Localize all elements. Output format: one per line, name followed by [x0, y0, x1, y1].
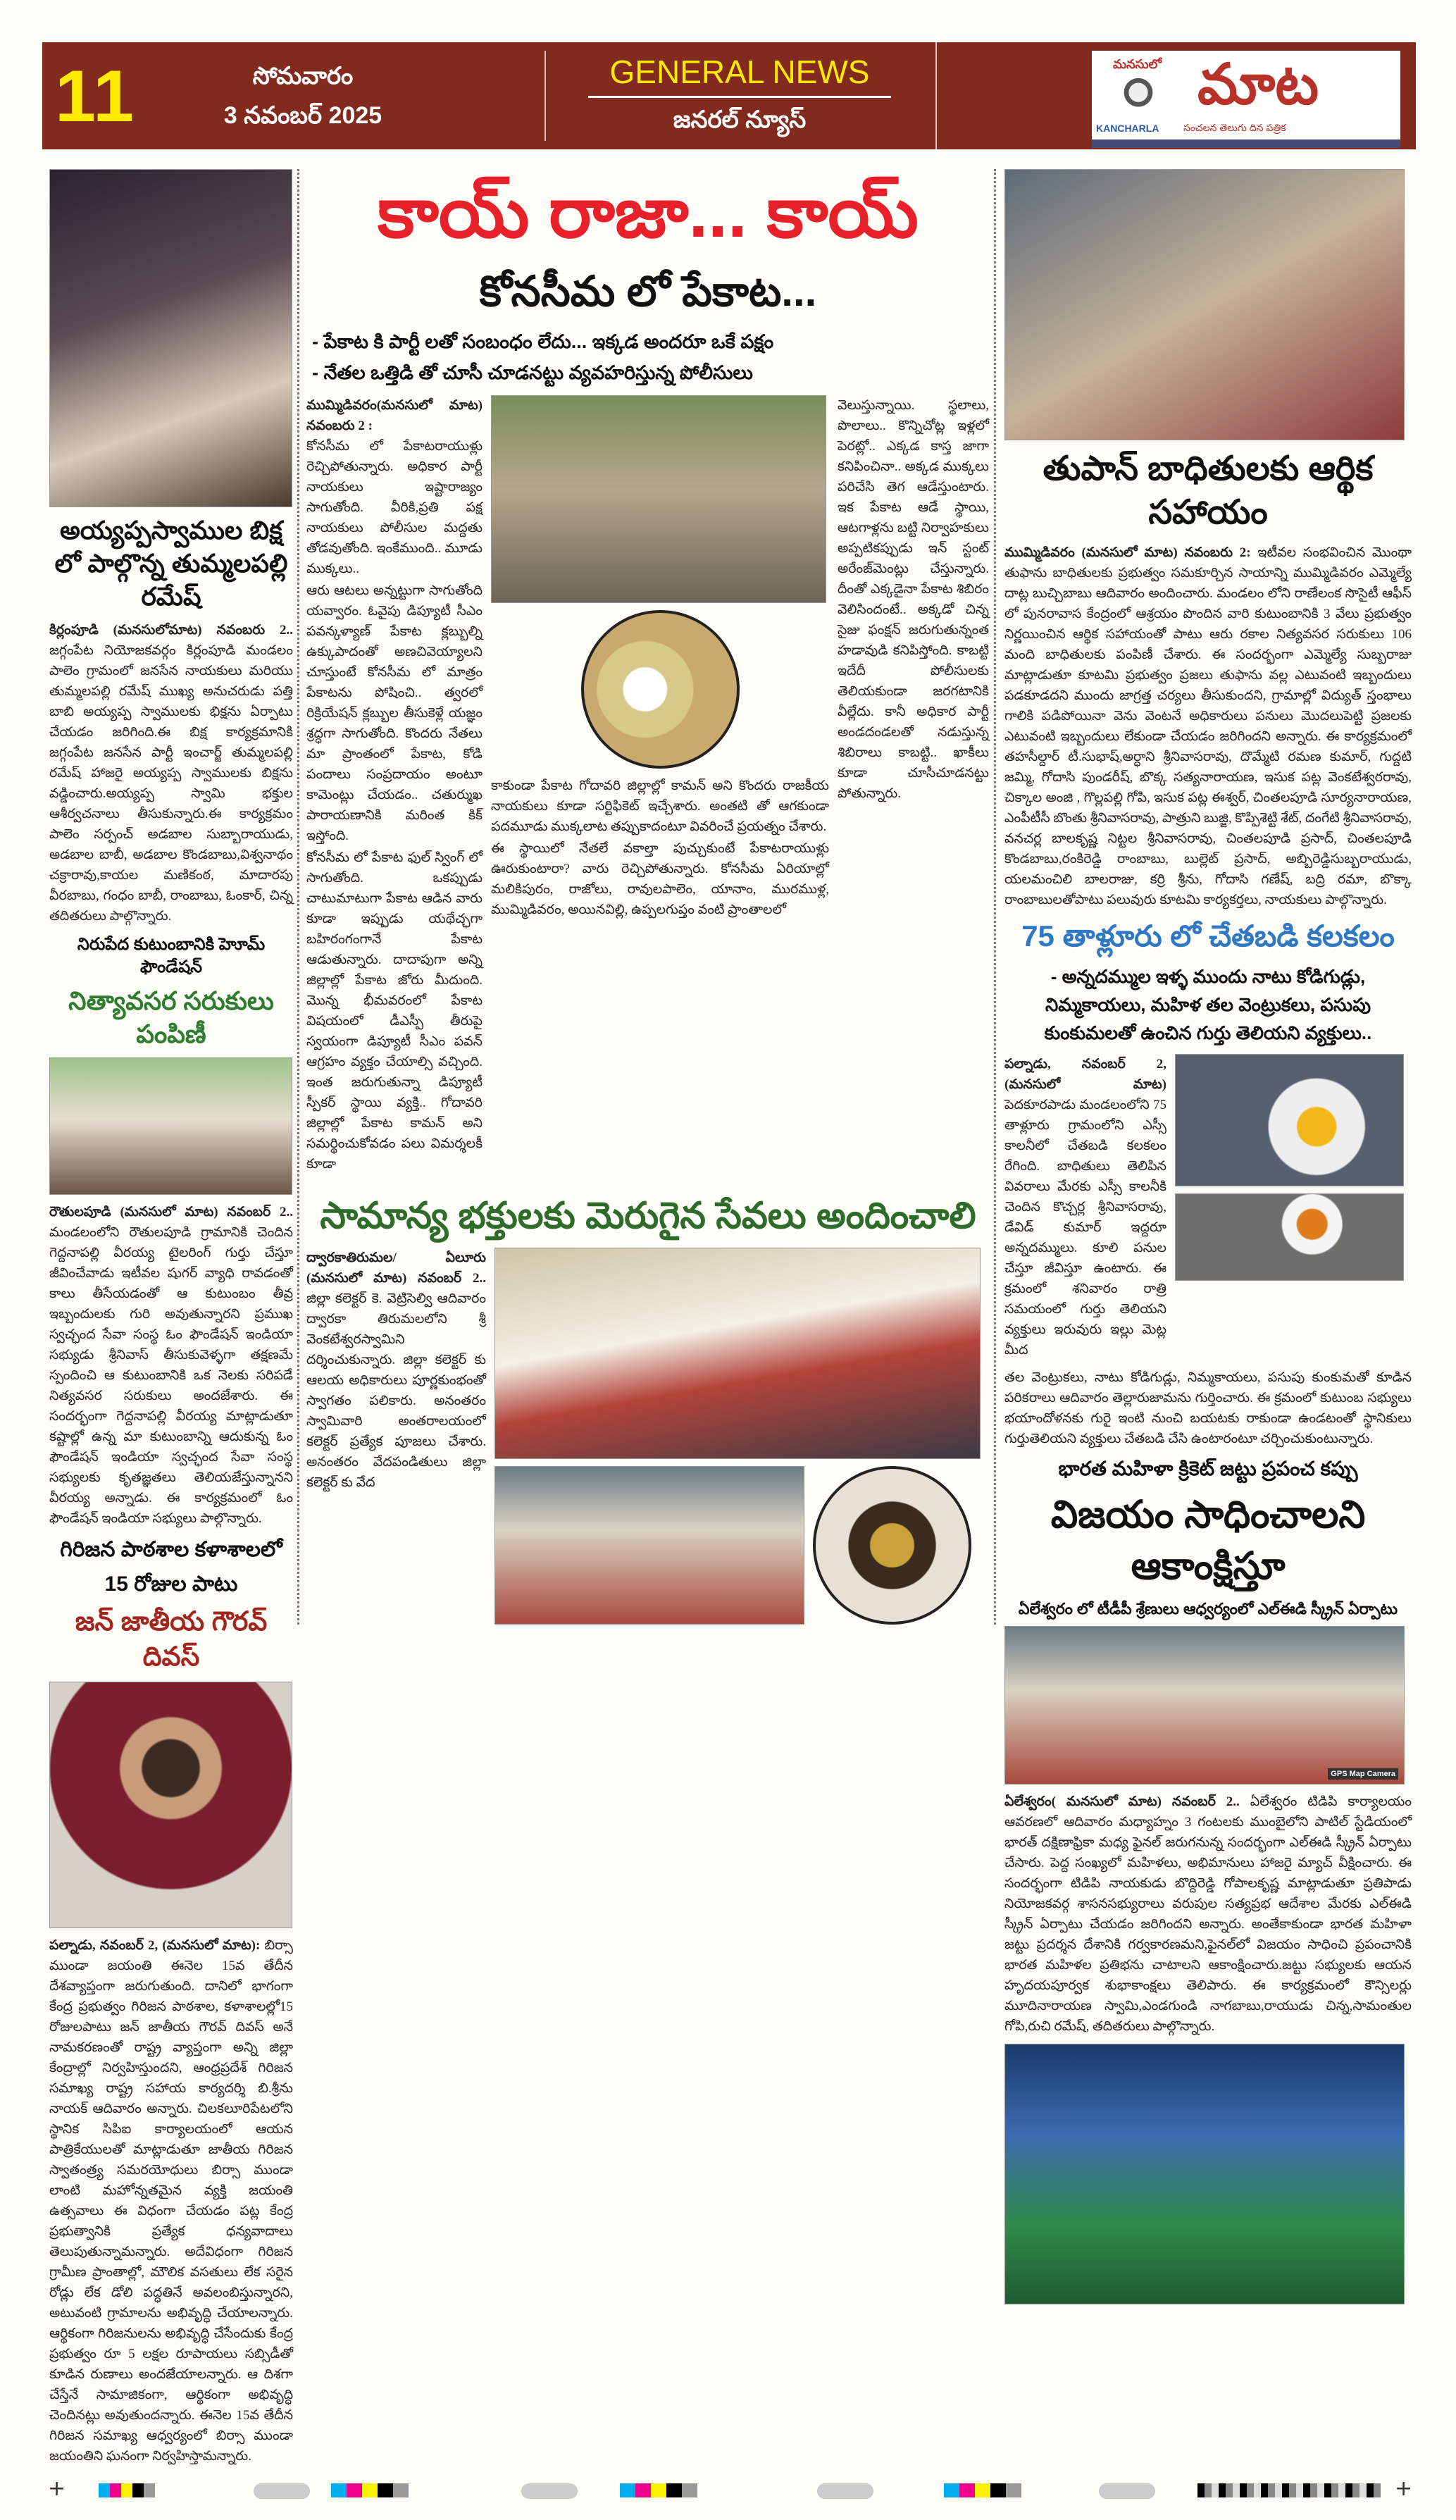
logo-portrait-icon [1119, 76, 1158, 117]
section-title-english: GENERAL NEWS [588, 52, 891, 98]
playing-cards-inset-photo [581, 610, 740, 769]
print-registration-bar [42, 2478, 1416, 2506]
story-subheadline: ఏలేశ్వరం లో టీడీపీ శ్రేణులు ఆధ్వర్యంలో ఎల్ఈడి స్క్రీన్ ఏర్పాటు [1018, 1599, 1398, 1618]
temple-story-row [306, 1248, 990, 1625]
story-body [1004, 1054, 1166, 1360]
devotees-photo [494, 1466, 804, 1625]
body-text: ఆరు ఆటలు అన్నట్టుగా సాగుతోంది యవ్వారం. ఓవైపు డిప్యూటీ సీఎం పవన్కళ్యాణ్ పేకాట క్లబ్బుల్ని ఉక్కుపాదంతో అణచివెయ్యాలని చూస్తుంటే కోనసీమ లో మాత్రం పేకాటను పోషించి.. త్వరలో రిక్రియేషన్ క్లబ్బుల తీసుకెళ్లే యజ్ఞం శ్రద్ధగా సాగుతోంది. కొందరు నేతలు మా ప్రాంతంలో పేకాట, కోడి పందాలు సంప్రదాయం అంటూ కామెంట్లు చేయడం.. చతుర్ముఖ పారాయణానికి మరింత కిక్ ఇస్తోంది. [306, 583, 483, 843]
body-text: పెదకూరపాడు మండలంలోని 75 తాళ్లూరు గ్రామంలోని ఎస్సీ కాలనీలో చేతబడి కలకలం రేగింది. బాధితులు తెలిపిన వివరాలు మేరకు ఎస్సీ కాలనీకి చెందిన కొచ్చర్ల శ్రీనివాసరావు, డేవిడ్ కుమార్ ఇద్దరూ అన్నదమ్ములు. కూలి పనుల చేస్తూ జీవిస్తూ ఉంటారు. ఈ క్రమంలో శనివారం రాత్రి సమయంలో గుర్తు తెలియని వ్యక్తులు ఇరువురు ఇల్లు మెట్ల మీద [1004, 1098, 1166, 1358]
story-headline: తుపాన్ బాధితులకు ఆర్థిక సహాయం [1043, 450, 1374, 532]
right-column [996, 169, 1416, 2304]
dateline: పల్నాడు, నవంబర్ 2, (మనసులో మాట): [49, 1938, 261, 1954]
color-swatch [944, 2483, 1021, 2497]
newspaper-logo [1092, 51, 1400, 148]
section-title [546, 52, 933, 137]
body-text: తల వెంట్రుకలు, నాటు కోడిగుడ్లు, నిమ్మకాయలు, పసుపు కుంకుమతో కూడిన పరికరాలు ఆదివారం తెల్లారుజామను గుర్తించారు. ఈ క్రమంలో కుటుంబ సభ్యులు భయాందోళనకు గురై ఇంటి నుంచి బయటకు రాకుండా ఉండటంతో స్థానికులు గుర్తుతెలియని వ్యక్తులు చేతబడి చేసి ఉంటారంటూ చర్చించుకుంటున్నారు. [1004, 1370, 1412, 1447]
logo-brand: KANCHARLA [1096, 123, 1159, 134]
gray-patch [1099, 2483, 1155, 2499]
lead-bullet: - పేకాట కి పార్టీ లతో సంబంధం లేదు... ఇక్కడ అందరూ ఒకే పక్షం [312, 331, 774, 352]
logo-main-text: మాట [1197, 53, 1319, 116]
card-players-photo [491, 395, 826, 603]
story-kicker: గిరిజన పాఠశాల కళాశాలలో [60, 1538, 282, 1562]
body-text: కోనసీమ లో పేకాట ఫుల్ స్వింగ్ లో సాగుతోంది. ఒకప్పుడు చాటుమాటుగా పేకాట ఆడిన వారు కూడా ఇప్పుడు యథేచ్ఛగా బహిరంగంగానే పేకాట ఆడుతున్నారు. దాదాపుగా అన్ని జిల్లాల్లో పేకాట జోరు మీదుంది. మొన్న భీమవరంలో పేకాట విషయంలో డీఎస్పీ తీరుపై స్వయంగా డిప్యూటీ సీఎం పవన్ ఆగ్రహం వ్యక్తం చేయాల్సి వచ్చింది. ఇంత జరుగుతున్నా డిప్యూటీ స్పీకర్ స్థాయి వ్యక్తి.. గోదావరి జిల్లాల్లో పేకాట కామన్ అని సమర్థించుకోవడం పలు విమర్శలకీ కూడా [306, 850, 483, 1172]
registration-mark-icon: + [48, 2476, 66, 2502]
temple-headline: సామాన్య భక్తులకు మెరుగైన సేవలు అందించాలి [320, 1196, 976, 1236]
lead-column-b [491, 776, 829, 921]
lead-headline: కాయ్ రాజా... కాయ్ [378, 173, 919, 252]
story-photos [1175, 1054, 1404, 1281]
lead-story-columns [306, 395, 990, 1176]
gray-patch [817, 2483, 873, 2499]
logo-small-text: మనసులో [1113, 57, 1162, 71]
lead-column-c [838, 395, 989, 805]
temple-photo-row [494, 1466, 981, 1625]
gray-scale-strip [1197, 2483, 1381, 2497]
story-headline: నిత్యావసర సరుకులు పంపిణీ [68, 986, 274, 1048]
temple-story-body [306, 1248, 486, 1493]
date-block [176, 56, 430, 135]
story-body [49, 1202, 293, 1529]
story-body [1004, 542, 1412, 910]
story-kicker: 15 రోజుల పాటు [104, 1572, 238, 1596]
ayyappa-bhiksha-photo [49, 169, 292, 507]
story-headline: 75 తాళ్లూరు లో చేతబడి కలకలం [1021, 919, 1395, 952]
divider [935, 42, 937, 149]
story-body [49, 620, 293, 926]
led-screen-event-photo [1004, 1626, 1405, 1785]
body-text: వెలుస్తున్నాయి. స్థలాలు, పొలాలు.. కొన్నిచోట్ల ఇళ్లలో పెరట్లో.. ఎక్కడ కాస్త జాగా కనిపించినా.. అక్కడ ముక్కలు పరిచేసి తెగ ఆడేస్తుంటారు. ఇక పేకాట ఆడే స్థాయి, ఆటగాళ్లను బట్టి నిర్వాహకులు అప్పటికప్పుడు ఇన్ స్టంట్ అరేంజ్‌మెంట్లు చేస్తున్నారు. దీంతో ఎక్కడైనా పేకాట శిబిరం వెలిసిందంటే.. అక్కడో చిన్న సైజు ఫంక్షన్ జరుగుతున్నంత హడావుడి కనిపిస్తోంది. కాబట్టి ఇదేదీ పోలీసులకు తెలియకుండా జరగటానికి వీల్లేదు. కానీ అధికార పార్టీ అండదండలతో నడుస్తున్న శిబిరాలు కాబట్టి.. ఖాకీలు కూడా చూసీచూడనట్టు పోతున్నారు. [838, 398, 989, 801]
black-magic-items-photo [1175, 1054, 1404, 1186]
date: 3 నవంబర్ 2025 [223, 102, 382, 129]
story-body [49, 1935, 293, 2466]
dateline: ముమ్మిడివరం(మనసులో మాట) నవంబరు 2 : [306, 398, 483, 433]
dateline: రౌతులపూడి (మనసులో మాట) నవంబర్ 2.. [49, 1205, 293, 1220]
lead-column-a [306, 395, 483, 1176]
body-text: మండలంలోని రౌతులపూడి గ్రామానికి చెందిన గెద్దనాపల్లి వీరయ్య టైలరింగ్ గుర్తు చేస్తూ జీవించేవాడు ఇటీవల షుగర్ వ్యాధి రావడంతో కాలు తీసేయడంతో ఆ కుటుంబం తీవ్ర ఇబ్బందులకు గురి అవుతున్నారని ప్రముఖ స్వచ్ఛంద సేవా సంస్థ ఓం ఫౌండేషన్ ఇండియా సభ్యుడు శ్రీనివాస్ తీసుకువెళ్ళగా తక్షణమే స్పందించి ఆ కుటుంబానికి ఒక నెలకు సరిపడే నిత్యవసర సరుకులు అందజేశారు. ఈ సందర్భంగా గెద్దనాపల్లి వీరయ్య మాట్లాడుతూ కష్టాల్లో ఉన్న మా కుటుంబాన్ని ఆదుకున్న ఓం ఫౌండేషన్ ఇండియా స్వచ్ఛంద సేవా సంస్థ సభ్యులకు కృతజ్ఞతలు తెలియజేస్తున్నానని వీరయ్య అన్నాడు. ఈ కార్యక్రమంలో ఓం ఫౌండేషన్ ఇండియా సభ్యులు పాల్గొన్నారు. [49, 1225, 293, 1527]
temple-photos [494, 1248, 981, 1625]
body-text: కాకుండా పేకాట గోదావరి జిల్లాల్లో కామన్ అని కొందరు రాజకీయ నాయకులు కూడా సర్టిఫికెట్ ఇచ్చేశారు. అంతటి తో ఆగకుండా పదమూడు ముక్కలాట తప్పుకాదంటూ వివరించే ప్రయత్నం చేశారు. [491, 778, 829, 834]
cyclone-relief-photo [1004, 169, 1405, 440]
lead-column-b-wrap [491, 395, 829, 921]
body-text: ఇటీవల సంభవించిన మొంథా తుఫాను బాధితులకు ప్రభుత్వం సమకూర్చిన సాయాన్ని ముమ్మిడివరం ఎమ్మెల్యే దాట్ల బుచ్చిబాబు ఆదివారం అందించారు. మండలం లోని రాణేలంక సొసైటీ ఆఫీస్ లో పునరావాస కేంద్రంలో ఆశ్రయం పొందిన వారి కుటుంబానికి 3 వేలు ప్రభుత్వం నిర్ణయించిన ఆర్థిక సహాయంతో పాటు ఆరు రకాల నిత్యవసర సరుకులు 106 మంది బాధితులకు పంపిణీ చేశారు. ఈ సందర్భంగా ఎమ్మెల్యే సుబ్బరాజు మాట్లాడుతూ కూటమి ప్రభుత్వం ప్రజలు తుఫాను వల్ల ఎటువంటి ఇబ్బందులు పడకూడదని ముందు జాగ్రత్త చర్యలు తీసుకుందని, గ్రామాల్లో విద్యుత్ స్తంభాలు గాలికి పడిపోయినా వెను వెంటనే అధికారులు పనులు మొదలుపెట్టి ప్రజలకు ఎటువంటి ఇబ్బందులు లేకుండా చేయడం జరిగిందని అన్నారు. ఈ కార్యక్రమంలో తహసీల్దార్ టీ.సుభాష్,అర్ధాని శ్రీనివాసరావు, దొమ్మేటి రమణ కుమార్, గుద్దటి జమ్మి, గోదాసి పుండరీష్, బొక్క సత్యనారాయణ, ఇసుక పట్ల వెంకటేశ్వరరావు, చిక్కాల అంజి , గొల్లపల్లి గోపి, ఇసుక పట్ల ఈశ్వర్, చింతలపూడి సూర్యనారాయణ, ఎంపీటీసీ బొంతు శ్రీనివాసరావు, పాత్రుని బుజ్జి, కొప్పిశెట్టి శేట్, దంగేటి శ్రీనివాసరావు, వనచర్ల బాలకృష్ణ నిట్టల శ్రీనివాసరావు, చింతలపూడి ప్రసాద్, చింతలపూడి కొండబాబు,రంకిరెడ్డి రాంబాబు, బుల్లెట్ ప్రసాద్, అబ్బిరెడ్డిసుబ్బరాయుడు, యలమంచిలి బాలరాజు, కర్రి శ్రీను, గోదాసి గణేష్, బద్రి రమా, బొక్కా రాంబాబులతోపాటు పలువురు కూటమి కార్యకర్తలు, నాయకులు పాల్గొన్నారు. [1004, 545, 1412, 907]
color-swatch [331, 2483, 409, 2497]
black-magic-items-photo [1175, 1193, 1404, 1281]
lead-bullet: - నేతల ఒత్తిడి తో చూసీ చూడనట్టు వ్యవహరిస్తున్న పోలీసులు [312, 362, 753, 383]
story-kicker: నిరుపేద కుటుంబానికి హెూమ్ ఫౌండేషన్ [77, 935, 266, 976]
body-text: జగ్గంపేట నియోజకవర్గం కిర్లంపూడి మండలం పాలెం గ్రామంలో జనసేన నాయకులు మరియు తుమ్మలపల్లి రమేష్ ముఖ్య అనుచరుడు పత్తి బాబి అయ్యప్ప స్వాములకు భిక్షను ఏర్పాటు చేయడం జరిగింది.ఈ బిక్ష కార్యక్రమానికి జగ్గంపేట జనసేన పార్టీ ఇంచార్జ్ తుమ్మలపల్లి రమేష్ హాజరై అయ్యప్ప స్వాములకు బిక్షను వడ్డించారు.అయ్యప్ప స్వామి భక్తుల ఆశీర్వచనాలు తీసుకున్నారు.ఈ కార్యక్రమం పాలెం సర్పంచ్ అడబాల సుబ్బారాయుడు, అడబాల బాబీ, అడబాల కొండబాబు,విశ్వనాథం చక్రారావు,కాయల మణికంఠ, మాదారపు వీరబాబు, గంధం బాబీ, రాంబాబు, ఓంకార్, చిన్న తదితరులు పాల్గొన్నారు. [49, 643, 293, 924]
middle-column [297, 169, 996, 1625]
registration-mark-icon: + [1395, 2476, 1413, 2502]
section-title-telugu: జనరల్ న్యూస్ [673, 106, 807, 133]
body-text: ఏలేశ్వరం టిడిపి కార్యాలయం ఆవరణలో ఆదివారం మధ్యాహ్నం 3 గంటలకు ముంబైలోని పాటిల్ స్టేడియంలో భారత్ దక్షిణాఫ్రికా మధ్య ఫైనల్ జరుగనున్న సందర్భంగా ఎల్ఈడి స్క్రీన్ ఏర్పాటు చేసారు. పెద్ద సంఖ్యలో మహిళలు, అభిమానులు హాజరై మ్యాచ్ వీక్షించారు. ఈ సందర్భంగా టిడిపి నాయకుడు బొద్దిరెడ్డి గోపాలకృష్ణ మాట్లాడుతూ ప్రతిపాడు నియోజకవర్గ శాసనసభ్యురాలు వరుపుల సత్యప్రభ ఆదేశాల మేరకు ఎల్ఈడి స్క్రీన్ ఏర్పాటు చేయడం జరిగిందని అన్నారు. అంతేకాకుండా భారత మహిళా జట్టు ప్రదర్శన దేశానికి గర్వకారణమని,ఫైనల్‌లో విజయం సాధించి ప్రపంచానికి భారత మహిళల ప్రతిభను చాటాలని ఆకాంక్షించారు.జట్టు సభ్యులకు ఆయన హృదయపూర్వక శుభాకాంక్షలు తెలిపారు. ఈ కార్యక్రమంలో కౌన్సిలర్లు మూదినారాయణ స్వామి,ఎండగుండి నాగబాబు,రాయుడు చిన్న,సామంతుల గోపి,రుచి రమేష్, తదితరులు పాల్గొన్నారు. [1004, 1794, 1412, 2035]
collector-visit-photo [494, 1248, 981, 1459]
portrait-photo [49, 1682, 292, 1928]
body-text: కోనసీమ లో పేకాటరాయుళ్లు రెచ్చిపోతున్నారు. అధికార పార్టీ నాయకులు ఇష్టారాజ్యం సాగుతోంది. వీరికి,ప్రతి పక్ష నాయకులు పోలీసుల మద్దతు తోడవుతోంది. ఇంకేముంది.. మూడు ముక్కలు.. [306, 439, 483, 576]
photo-watermark: GPS Map Camera [1328, 1768, 1398, 1780]
deity-inset-photo [813, 1466, 971, 1625]
color-swatch [99, 2483, 155, 2497]
story-subheadline: - అన్నదమ్ముల ఇళ్ళ ముందు నాటు కోడిగుడ్లు, నిమ్మకాయలు, మహిళ తల వెంట్రుకలు, పసుపు కుంకుమలతో ఉంచిన గుర్తు తెలియని వ్యక్తులు.. [1044, 966, 1372, 1044]
body-text: బిర్సా ముండా జయంతి ఈనెల 15వ తేదీన దేశవ్యాప్తంగా జరుగుతుంది. దానిలో భాగంగా కేంద్ర ప్రభుత్వం గిరిజన పాఠశాల, కళాశాలల్లో15 రోజులపాటు జన్ జాతీయ గౌరవ్ దివస్ అనే నామకరణంతో రాష్ట్ర వ్యాప్తంగా అన్ని జిల్లా కేంద్రాల్లో నిర్వహిస్తుందని, ఆంధ్రప్రదేశ్ గిరిజన సమాఖ్య రాష్ట్ర సహాయ కార్యదర్శి బి.శ్రీను నాయక్ ఆదివారం అన్నారు. చిలకలూరిపేటలోని స్థానిక సిపిఐ కార్యాలయంలో ఆయన పాత్రికేయులతో మాట్లాడుతూ జాతీయ గిరిజన స్వాతంత్ర్య సమరయోధులు బిర్సా ముండా లాంటి మహోన్నతమైన వ్యక్తి జయంతి ఉత్సవాలు ఈ విధంగా చేయడం పట్ల కేంద్ర ప్రభుత్వానికి ప్రత్యేక ధన్యవాదాలు తెలుపుతున్నామన్నారు. అదేవిధంగా గిరిజన గ్రామీణ ప్రాంతాల్లో, మౌలిక వసతులు లేక సరైన రోడ్లు లేక డోలి పద్ధతినే అవలంబిస్తున్నారని, అటువంటి గ్రామాలను అభివృద్ధి చేయాలన్నారు. ఆర్థికంగా గిరిజనులను అభివృద్ధి చేసేందుకు కేంద్ర ప్రభుత్వం రూ 5 లక్షల రూపాయలు సబ్సిడీతో కూడిన రుణాలు అందజేయాలన్నారు. ఆ దిశగా చేస్తేనే సామాజికంగా, ఆర్థికంగా అభివృద్ధి చెందినట్లు అవుతుందన్నారు. ఈనెల 15వ తేదీన గిరిజన సమాఖ్య ఆధ్వర్యంలో బిర్సా ముండా జయంతిని ఘనంగా నిర్వహిస్తామన్నారు. [49, 1938, 293, 2464]
gray-patch [521, 2483, 578, 2499]
color-swatch [620, 2483, 697, 2497]
gray-patch [254, 2483, 310, 2499]
dateline: పల్నాడు, నవంబర్ 2, (మనసులో మాట) [1004, 1057, 1166, 1093]
story-body [1004, 1367, 1412, 1449]
cricket-match-screen-photo [1004, 2044, 1405, 2304]
body-text: ఈ స్థాయిలో నేతలే వకాల్తా పుచ్చుకుంటే పేకాటరాయుళ్లు ఊరుకుంటారా? వారు రెచ్చిపోతున్నారు. కోనసీమ ఏరియాల్లో మలికిపురం, రాజోలు, రావులపాలెం, యానాం, మురముళ్ల, ముమ్మిడివరం, అయినవిల్లి, ఉప్పలగుప్తం వంటి ప్రాంతాలలో [491, 841, 829, 917]
dateline: ద్వారకాతిరుమల/ ఏలూరు (మనసులో మాట) నవంబర్ 2.. [306, 1250, 486, 1286]
lead-bullets [306, 326, 990, 388]
dateline: కిర్లంపూడి (మనసులోమాట) నవంబరు 2.. [49, 623, 293, 638]
left-column [42, 169, 297, 2466]
dateline: ఏలేశ్వరం( మనసులో మాట) నవంబర్ 2.. [1004, 1794, 1240, 1810]
story-photo-row [1004, 1054, 1412, 1360]
story-headline: జన్ జాతీయ గౌరవ్ దివస్ [75, 1607, 268, 1672]
story-headline: విజయం సాధించాలని ఆకాంక్షిస్తూ [1050, 1493, 1366, 1587]
masthead [42, 42, 1416, 149]
body-text: జిల్లా కలెక్టర్ కె. వెట్రిసెల్వి ఆదివారం ద్వారకా తిరుమలలోని శ్రీ వెంకటేశ్వరస్వామిని దర్శించుకున్నారు. జిల్లా కలెక్టర్ కు ఆలయ అధికారులు పూర్ణకుంభంతో స్వాగతం పలికారు. అనంతరం స్వామివారి అంతరాలయంలో కలెక్టర్ ప్రత్యేక పూజలు చేశారు. అనంతరం వేదపండితులు జిల్లా కలెక్టర్ కు వేద [306, 1291, 486, 1490]
story-kicker: భారత మహిళా క్రికెట్ జట్టు ప్రపంచ కప్పు [1058, 1458, 1358, 1480]
dateline: ముమ్మిడివరం (మనసులో మాట) నవంబరు 2: [1004, 545, 1251, 560]
weekday: సోమవారం [252, 63, 354, 89]
logo-tagline: సంచలన తెలుగు దిన పత్రిక [1183, 122, 1286, 133]
story-body [1004, 1792, 1412, 2037]
grocery-distribution-photo [49, 1057, 292, 1195]
lead-subheadline: కోనసీమ లో పేకాట... [479, 268, 817, 315]
story-headline: అయ్యప్పస్వాముల బిక్ష లో పాల్గొన్న తుమ్మలపల్లి రమేష్ [54, 516, 288, 611]
page-columns [42, 169, 1416, 2466]
page-number: 11 [55, 56, 135, 137]
